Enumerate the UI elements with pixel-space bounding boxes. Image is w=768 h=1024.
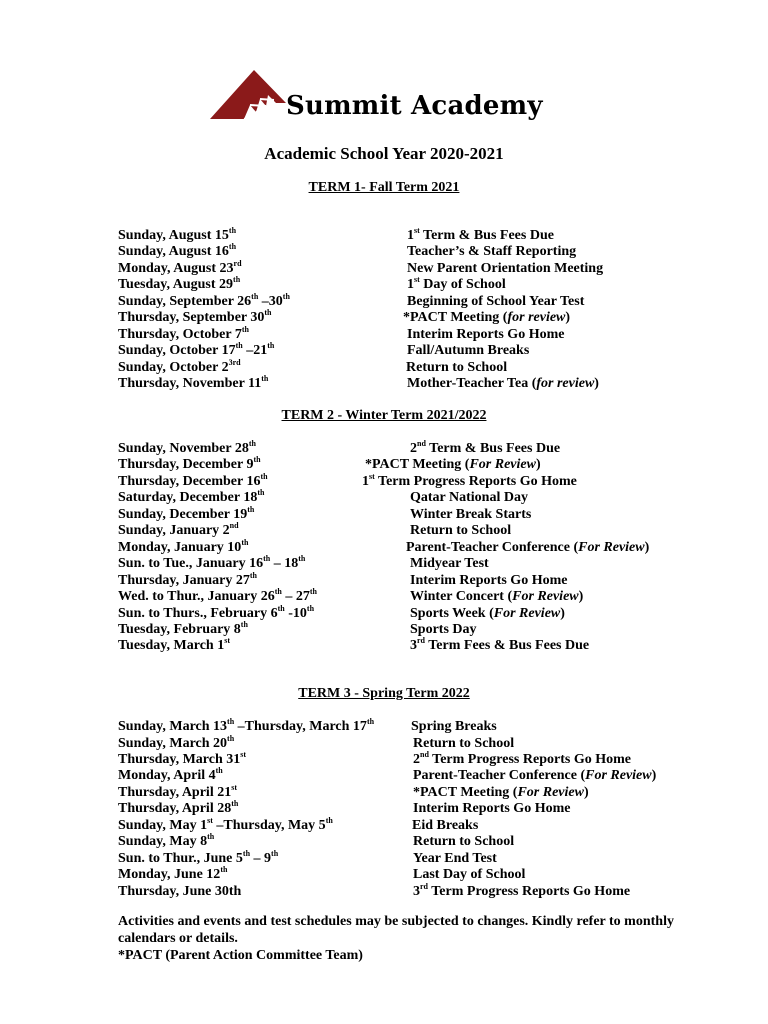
calendar-row xyxy=(0,376,768,392)
school-name: Summit Academy xyxy=(286,91,543,121)
term-heading: TERM 1- Fall Term 2021 xyxy=(308,180,460,195)
event-date: Thursday, October 7th xyxy=(118,324,249,342)
event-name: Last Day of School xyxy=(413,867,526,882)
calendar-row xyxy=(0,523,768,539)
school-logo xyxy=(210,68,543,122)
term-heading: TERM 2 - Winter Term 2021/2022 xyxy=(281,408,487,423)
calendar-row xyxy=(0,848,768,867)
event-date: Thursday, June 30th xyxy=(118,883,242,899)
event-name: Spring Breaks xyxy=(411,719,497,734)
calendar-row xyxy=(0,768,768,784)
event-date: Sunday, August 16th xyxy=(118,242,237,260)
event-date: Thursday, April 21st xyxy=(118,782,237,800)
event-name: Mother-Teacher Tea (for review) xyxy=(407,376,599,391)
footer-note: Activities and events and test schedules may be subjected to changes. Kindly refer to monthly calendars or details. xyxy=(118,914,674,946)
calendar-row xyxy=(0,244,768,260)
calendar-row xyxy=(0,603,768,622)
event-date: Sun. to Tue., January 16th – 18th xyxy=(118,554,306,572)
event-date: Sunday, September 26th –30th xyxy=(118,291,290,309)
event-name: Beginning of School Year Test xyxy=(407,293,585,309)
calendar-row xyxy=(0,815,768,834)
event-name: *PACT Meeting (For Review) xyxy=(365,457,541,473)
event-date: Thursday, December 16th xyxy=(118,471,268,489)
event-name: Interim Reports Go Home xyxy=(413,801,571,817)
calendar-row xyxy=(0,867,768,883)
calendar-row xyxy=(0,228,768,244)
event-date: Thursday, April 28th xyxy=(118,799,239,817)
term-heading: TERM 3 - Spring Term 2022 xyxy=(298,686,470,701)
event-name: New Parent Orientation Meeting xyxy=(407,260,604,276)
event-name: Sports Week (For Review) xyxy=(410,605,565,621)
event-date: Sunday, December 19th xyxy=(118,504,255,522)
event-name: *PACT Meeting (for review) xyxy=(403,310,571,326)
event-name: Return to School xyxy=(410,523,512,539)
event-name: 2nd Term Progress Reports Go Home xyxy=(413,749,631,767)
calendar-row xyxy=(0,881,768,900)
event-date: Wed. to Thur., January 26th – 27th xyxy=(118,587,318,604)
calendar-row xyxy=(0,324,768,343)
event-name: Parent-Teacher Conference (For Review) xyxy=(406,539,650,555)
calendar-row xyxy=(0,622,768,638)
event-date: Thursday, January 27th xyxy=(118,570,257,588)
event-name: 1st Day of School xyxy=(407,275,506,293)
event-name: Winter Concert (For Review) xyxy=(410,589,584,604)
event-date: Sunday, January 2nd xyxy=(118,521,239,539)
event-name: Sports Day xyxy=(410,622,477,637)
event-date: Tuesday, February 8th xyxy=(118,620,248,637)
calendar-row xyxy=(0,357,768,376)
event-date: Tuesday, March 1st xyxy=(118,636,230,654)
event-name: Return to School xyxy=(413,735,515,751)
event-date: Sun. to Thur., June 5th – 9th xyxy=(118,848,279,866)
event-date: Monday, August 23rd xyxy=(118,258,242,276)
event-date: Thursday, November 11th xyxy=(118,374,269,391)
calendar-row xyxy=(0,291,768,310)
calendar-row xyxy=(0,834,768,850)
event-name: 2nd Term & Bus Fees Due xyxy=(410,439,561,456)
calendar-row xyxy=(0,733,768,752)
calendar-row xyxy=(0,719,768,735)
page-title: Academic School Year 2020-2021 xyxy=(264,144,504,163)
event-name: 3rd Term Progress Reports Go Home xyxy=(413,881,631,899)
event-name: 1st Term & Bus Fees Due xyxy=(407,226,554,243)
event-date: Thursday, September 30th xyxy=(118,308,272,326)
event-name: Eid Breaks xyxy=(412,817,479,833)
calendar-row xyxy=(0,570,768,589)
event-date: Sunday, August 15th xyxy=(118,226,237,243)
event-name: Interim Reports Go Home xyxy=(407,326,565,342)
calendar-row xyxy=(0,589,768,605)
event-date: Sun. to Thurs., February 6th -10th xyxy=(118,603,315,621)
calendar-row xyxy=(0,310,768,326)
calendar-row xyxy=(0,749,768,768)
event-date: Sunday, May 1st –Thursday, May 5th xyxy=(118,815,333,833)
event-name: 3rd Term Fees & Bus Fees Due xyxy=(410,636,590,654)
calendar-row xyxy=(0,277,768,293)
footer-pact: *PACT (Parent Action Committee Team) xyxy=(118,948,363,963)
calendar-row xyxy=(0,490,768,506)
calendar-row xyxy=(0,258,768,277)
event-name: Fall/Autumn Breaks xyxy=(407,343,530,359)
mountain-logo-icon xyxy=(210,68,290,122)
event-date: Sunday, October 17th –21th xyxy=(118,341,275,359)
event-name: Midyear Test xyxy=(410,556,489,572)
event-name: Return to School xyxy=(413,834,515,850)
event-date: Sunday, March 20th xyxy=(118,733,235,751)
calendar-row xyxy=(0,537,768,556)
event-date: Monday, June 12th xyxy=(118,865,228,882)
event-date: Monday, January 10th xyxy=(118,537,249,555)
calendar-row xyxy=(0,638,768,654)
event-date: Sunday, November 28th xyxy=(118,439,256,456)
event-name: *PACT Meeting (For Review) xyxy=(413,784,589,800)
event-name: Qatar National Day xyxy=(410,490,528,506)
event-name: Winter Break Starts xyxy=(410,506,532,522)
calendar-row xyxy=(0,556,768,572)
calendar-row xyxy=(0,504,768,523)
event-name: 1st Term Progress Reports Go Home xyxy=(362,471,577,489)
event-date: Sunday, March 13th –Thursday, March 17th xyxy=(118,717,375,734)
event-name: Parent-Teacher Conference (For Review) xyxy=(413,768,657,784)
event-date: Thursday, December 9th xyxy=(118,455,261,473)
event-date: Sunday, October $2^{3rd}$ xyxy=(118,357,241,375)
event-name: Year End Test xyxy=(413,850,497,866)
event-date: Saturday, December 18th xyxy=(118,488,265,506)
event-date: Thursday, March 31st xyxy=(118,749,247,767)
event-date: Tuesday, August 29th xyxy=(118,275,241,293)
calendar-row xyxy=(0,343,768,359)
calendar-row xyxy=(0,457,768,473)
calendar-row xyxy=(0,441,768,457)
calendar-row xyxy=(0,471,768,490)
calendar-row xyxy=(0,782,768,801)
event-name: Return to School xyxy=(406,359,508,375)
event-date: Sunday, May 8th xyxy=(118,832,215,850)
calendar-row xyxy=(0,801,768,817)
event-name: Interim Reports Go Home xyxy=(410,572,568,588)
event-date: Monday, April 4th xyxy=(118,766,223,784)
event-name: Teacher’s & Staff Reporting xyxy=(407,244,577,260)
